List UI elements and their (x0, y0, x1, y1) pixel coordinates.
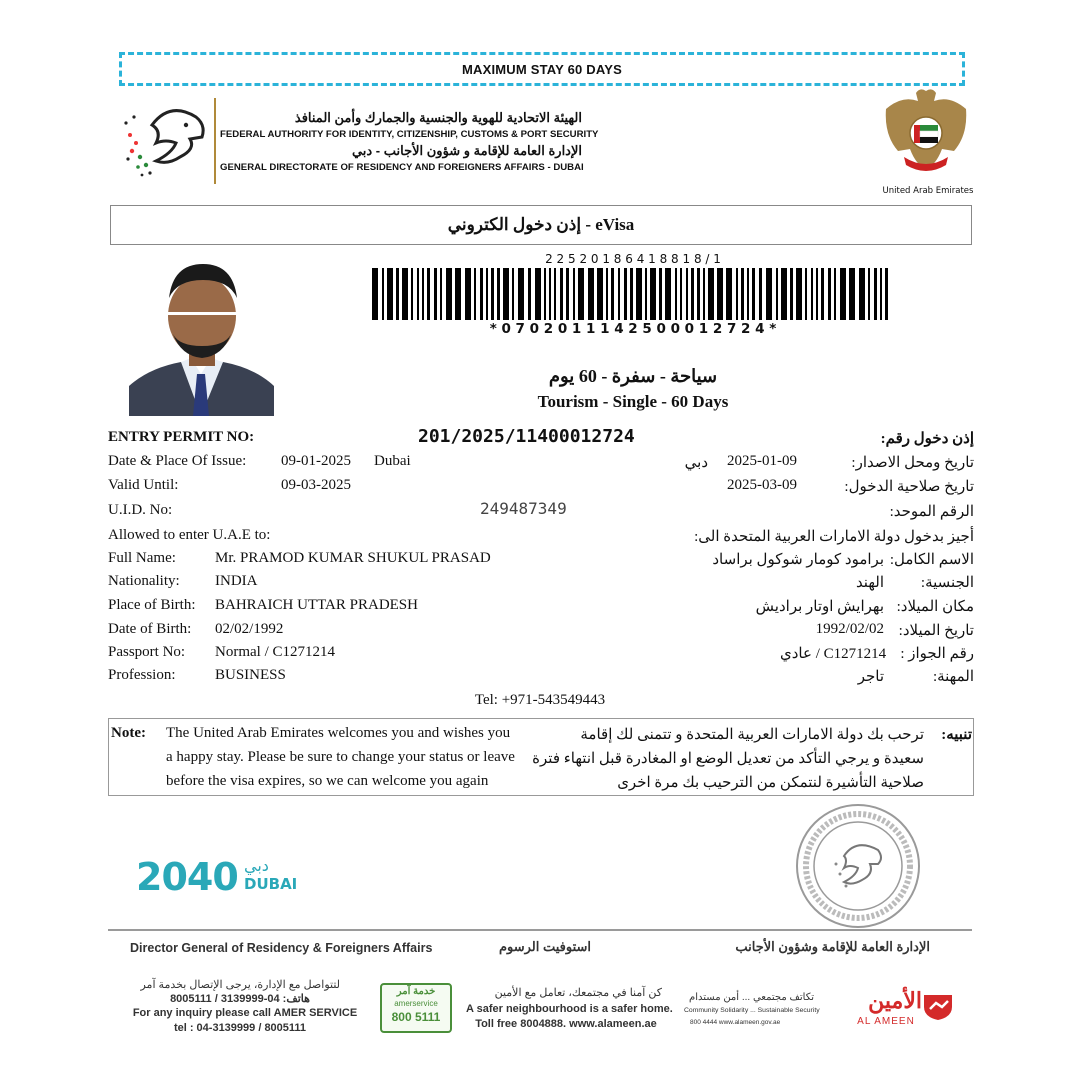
barcode-bar (411, 268, 413, 320)
uae-emblem-icon (880, 85, 972, 185)
profession-value-ar: تاجر (857, 669, 884, 685)
barcode-bar (686, 268, 688, 320)
uid-label-ar: الرقم الموحد: (889, 504, 974, 520)
barcode-bar (474, 268, 476, 320)
amer-ar-line2: هاتف: 04-3139999 / 8005111 (170, 993, 310, 1005)
barcode-bar (680, 268, 682, 320)
uid-label: U.I.D. No: (108, 502, 173, 518)
barcode-bar (776, 268, 778, 320)
amer-en-line1: For any inquiry please call AMER SERVICE (132, 1007, 358, 1019)
profession-label-ar: المهنة: (932, 669, 974, 685)
barcode-bar (708, 268, 714, 320)
amer-logo-en: amerservice (394, 999, 438, 1008)
barcode-bar (703, 268, 705, 320)
alameen-logo-ar: الأمين (868, 988, 922, 1013)
barcode-bar (650, 268, 656, 320)
dob-value-ar: 1992/02/02 (815, 621, 884, 637)
barcode-bar (811, 268, 813, 320)
note-line2-ar: سعيدة و يرجي التأكد من تعديل الوضع او المغادرة قبل انتهاء فترة (532, 751, 924, 767)
uid-value: 249487349 (480, 499, 567, 518)
barcode-bar (781, 268, 787, 320)
barcode-bar (440, 268, 442, 320)
note-line3-ar: صلاحية التأشيرة لنتمكن من الترحيب بك مرة اخرى (617, 775, 924, 791)
passport-value: Normal / C1271214 (215, 644, 335, 660)
barcode-bar (726, 268, 732, 320)
barcode-bottom-number: * 0 7 0 2 0 1 1 1 4 2 5 0 0 0 1 2 7 2 4 * (489, 321, 777, 337)
allowed-label-ar: أجيز بدخول دولة الامارات العربية المتحدة الى: (694, 529, 974, 545)
barcode-bar (554, 268, 556, 320)
name-label-ar: الاسم الكامل: (889, 552, 974, 568)
issue-label: Date & Place Of Issue: (108, 453, 247, 469)
barcode-bar (736, 268, 738, 320)
barcode-bar (624, 268, 627, 320)
amer-ar-line1: لتتواصل مع الإدارة، يرجى الإتصال بخدمة آمر (140, 979, 340, 991)
barcode-bar (611, 268, 614, 320)
passport-value-ar: عادي / C1271214 (780, 646, 887, 662)
nationality-value: INDIA (215, 573, 258, 589)
alameen-ar-line: كن آمنا في مجتمعك، تعامل مع الأمين (494, 987, 662, 999)
solidarity-ar: تكاتف مجتمعي ... أمن مستدام (689, 992, 814, 1003)
pob-label: Place of Birth: (108, 597, 196, 613)
barcode-bar (697, 268, 700, 320)
barcode-bar (512, 268, 514, 320)
issue-place: Dubai (374, 453, 411, 469)
issue-date: 09-01-2025 (281, 453, 351, 469)
solidarity-en: Community Solidarity ... Sustainable Security (684, 1007, 820, 1014)
barcode-bar (549, 268, 551, 320)
name-value-ar: برامود كومار شوكول براساد (712, 552, 884, 568)
passport-label: Passport No: (108, 644, 186, 660)
barcode-bar (446, 268, 452, 320)
pob-value: BAHRAICH UTTAR PRADESH (215, 597, 418, 613)
barcode-bar (578, 268, 584, 320)
barcode-bar (796, 268, 802, 320)
barcode-bar (566, 268, 569, 320)
barcode-bar (747, 268, 749, 320)
dob-label-ar: تاريخ الميلاد: (898, 623, 974, 639)
barcode-bar (427, 268, 430, 320)
logo-2040-number: 2040 (136, 855, 238, 899)
tel-number: Tel: +971-543549443 (474, 692, 606, 708)
barcode-bar (396, 268, 399, 320)
barcode-bar (741, 268, 744, 320)
barcode-bar (465, 268, 471, 320)
note-line2-en: a happy stay. Please be sure to change your status or leave (166, 749, 515, 765)
barcode-bar (828, 268, 831, 320)
footer-divider (108, 929, 972, 931)
barcode-bar (372, 268, 378, 320)
max-stay-banner: MAXIMUM STAY 60 DAYS (119, 52, 965, 86)
note-line3-en: before the visa expires, so we can welcome you again (166, 773, 489, 789)
authority-ar-line1: الهيئة الاتحادية للهوية والجنسية والجمارك وأمن المنافذ (294, 110, 582, 125)
allowed-label: Allowed to enter U.A.E to: (108, 527, 271, 543)
valid-label-ar: تاريخ صلاحية الدخول: (844, 479, 974, 495)
barcode-bar (422, 268, 424, 320)
logo-2040-en: DUBAI (244, 875, 298, 893)
barcode-bar (665, 268, 671, 320)
footer-right-title: الإدارة العامة للإقامة وشؤون الأجانب (735, 939, 930, 954)
visa-type-ar: سياحة - سفرة - 60 يوم (548, 366, 718, 386)
barcode-bar (790, 268, 793, 320)
amer-en-line2: tel : 04-3139999 / 8005111 (173, 1022, 307, 1034)
barcode-bar (805, 268, 807, 320)
authority-ar-line2: الإدارة العامة للإقامة و شؤون الأجانب - دبي (351, 143, 582, 158)
issue-date-ar: 2025-01-09 (727, 453, 797, 469)
name-value: Mr. PRAMOD KUMAR SHUKUL PRASAD (215, 550, 491, 566)
pob-value-ar: بهرايش اوتار برادیش (755, 599, 884, 615)
nationality-label: Nationality: (108, 573, 180, 589)
dob-label: Date of Birth: (108, 621, 192, 637)
barcode-top-number: 2 2 5 2 0 1 8 6 4 1 8 8 1 8 / 1 (545, 252, 721, 266)
barcode-bar (859, 268, 865, 320)
barcode-bar (528, 268, 531, 320)
issue-place-ar: دبي (684, 455, 708, 471)
dob-value: 02/02/1992 (215, 621, 284, 637)
barcode-bar (480, 268, 483, 320)
entry-permit-label-ar: إذن دخول رقم: (880, 431, 974, 447)
valid-date: 09-03-2025 (281, 477, 351, 493)
note-line1-en: The United Arab Emirates welcomes you and wishes you (166, 725, 511, 741)
barcode-bar (518, 268, 524, 320)
barcode-bar (491, 268, 494, 320)
barcode-bar (503, 268, 509, 320)
barcode-bar (588, 268, 594, 320)
barcode-bar (880, 268, 882, 320)
applicant-photo (129, 258, 274, 416)
barcode-bar (868, 268, 870, 320)
falcon-logo-icon (110, 95, 210, 185)
barcode-bar (573, 268, 575, 320)
barcode-bar (497, 268, 500, 320)
barcode-bar (618, 268, 620, 320)
barcode-bar (597, 268, 603, 320)
note-line1-ar: ترحب بك دولة الامارات العربية المتحدة و تتمنى لك إقامة (580, 727, 924, 743)
barcode-bar (717, 268, 723, 320)
barcode-bar (874, 268, 877, 320)
amer-logo-number: 800 5111 (391, 1010, 441, 1024)
pob-label-ar: مكان الميلاد: (896, 599, 974, 615)
barcode-bar (630, 268, 633, 320)
entry-permit-number: 201/2025/11400012724 (418, 426, 635, 447)
barcode-bar (387, 268, 393, 320)
barcode-icon (370, 268, 894, 320)
official-stamp-icon (794, 802, 922, 930)
barcode-bar (606, 268, 608, 320)
valid-label: Valid Until: (108, 477, 179, 493)
barcode-bar (434, 268, 437, 320)
barcode-bar (417, 268, 419, 320)
alameen-en-line1: A safer neighbourhood is a safer home. (466, 1003, 673, 1015)
barcode-bar (691, 268, 694, 320)
barcode-bar (766, 268, 772, 320)
barcode-bar (849, 268, 855, 320)
issue-label-ar: تاريخ ومحل الاصدار: (851, 455, 974, 471)
barcode-bar (544, 268, 546, 320)
note-label-ar: تنبيه: (941, 727, 972, 743)
barcode-bar (645, 268, 647, 320)
barcode-bar (486, 268, 488, 320)
amer-logo-ar: خدمة آمر (396, 986, 436, 997)
barcode-bar (382, 268, 384, 320)
barcode-bar (636, 268, 642, 320)
barcode-bar (834, 268, 836, 320)
footer-left-title: Director General of Residency & Foreigners Affairs (130, 941, 433, 955)
emblem-caption: United Arab Emirates (882, 186, 974, 196)
evisa-title: إذن دخول الكتروني - eVisa (110, 205, 972, 245)
barcode-bar (885, 268, 888, 320)
barcode-bar (455, 268, 461, 320)
note-label: Note: (111, 725, 146, 741)
barcode-bar (402, 268, 408, 320)
barcode-bar (759, 268, 762, 320)
barcode-bar (752, 268, 755, 320)
barcode-bar (659, 268, 662, 320)
barcode-bar (816, 268, 818, 320)
solidarity-contact: 800 4444 www.alameen.gov.ae (690, 1019, 781, 1026)
authority-en-line1: FEDERAL AUTHORITY FOR IDENTITY, CITIZENSHIP, CUSTOMS & PORT SECURITY (220, 129, 599, 140)
barcode-bar (675, 268, 677, 320)
visa-type-en: Tourism - Single - 60 Days (537, 392, 729, 411)
profession-label: Profession: (108, 667, 176, 683)
barcode-bar (840, 268, 846, 320)
nationality-label-ar: الجنسية: (920, 575, 974, 591)
name-label: Full Name: (108, 550, 176, 566)
footer-center-title: استوفيت الرسوم (498, 939, 592, 954)
alameen-shield-icon (920, 991, 956, 1021)
barcode-bar (560, 268, 563, 320)
barcode-bar (535, 268, 541, 320)
barcode-bar (821, 268, 824, 320)
authority-en-line2: GENERAL DIRECTORATE OF RESIDENCY AND FOREIGNERS AFFAIRS - DUBAI (220, 162, 584, 173)
valid-date-ar: 2025-03-09 (727, 477, 797, 493)
nationality-value-ar: الهند (855, 575, 884, 591)
alameen-en-line2: Toll free 8004888. www.alameen.ae (475, 1018, 657, 1030)
entry-permit-label: ENTRY PERMIT NO: (108, 429, 255, 445)
logo-2040-ar: دبي (244, 856, 269, 875)
alameen-logo-en: AL AMEEN (857, 1016, 915, 1027)
profession-value: BUSINESS (215, 667, 286, 683)
passport-label-ar: رقم الجواز : (900, 646, 974, 662)
logo-divider (214, 98, 216, 184)
